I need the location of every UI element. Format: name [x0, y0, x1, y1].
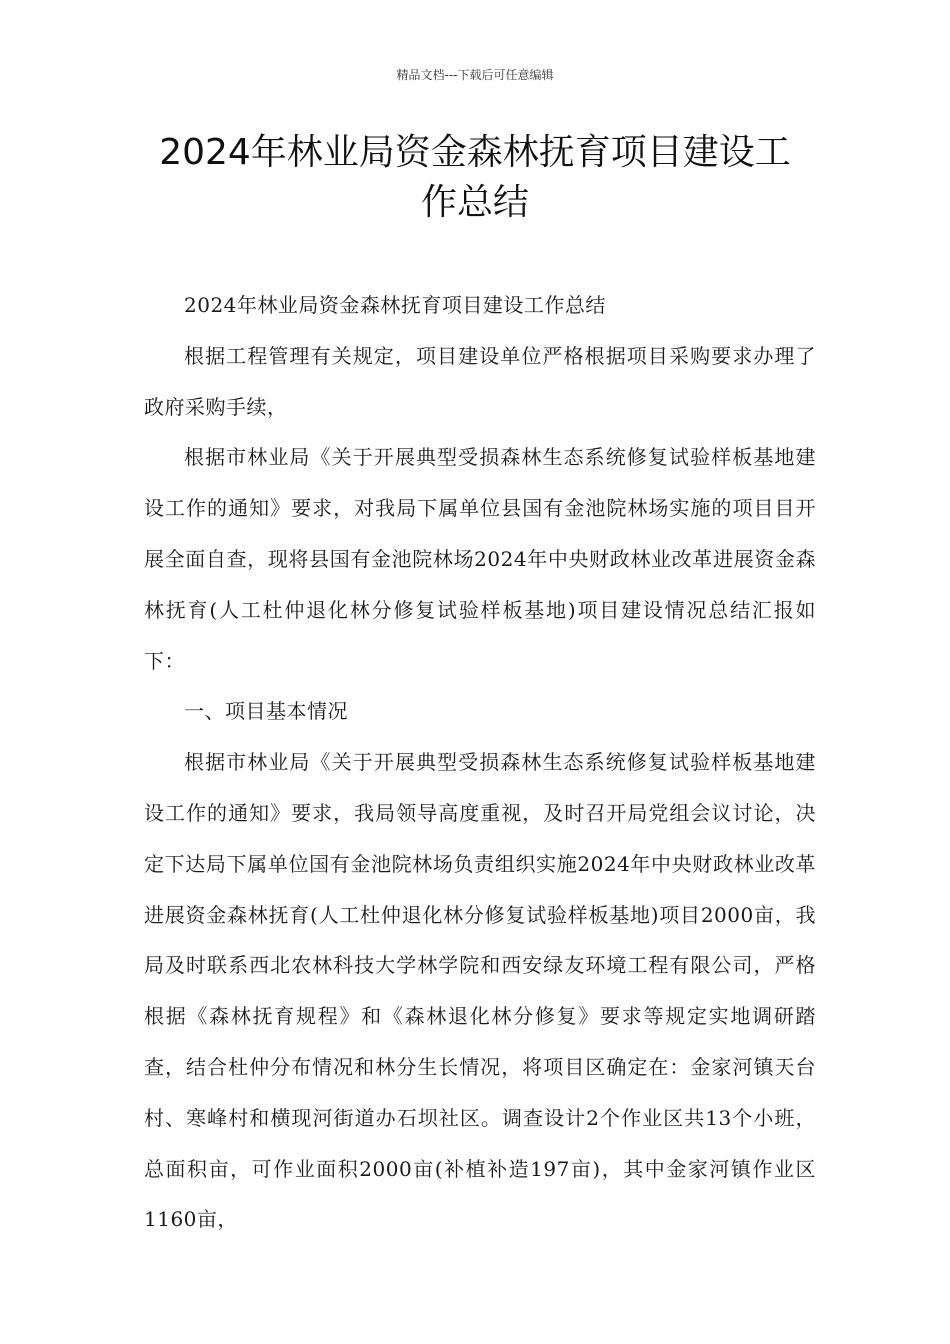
title-line-1: 2024年林业局资金森林抚育项目建设工 — [159, 132, 791, 173]
document-body — [144, 280, 816, 1245]
title-line-2: 作总结 — [420, 182, 529, 223]
header-note: 精品文档---下载后可任意编辑 — [396, 68, 554, 82]
body-paragraph: 根据工程管理有关规定，项目建设单位严格根据项目采购要求办理了政府采购手续， — [144, 343, 816, 419]
body-paragraph: 根据市林业局《关于开展典型受损森林生态系统修复试验样板基地建设工作的通知》要求，我局领导高度重视，及时召开局党组会议讨论，决定下达局下属单位国有金池院林场负责组织实施2024年中央财政林业改革进展资金森林抚育(人工杜仲退化林分修复试验样板基地)项目2000亩，我局及时联系西北农林科技大学林学院和西安绿友环境工程有限公司，严格根据《森林抚育规程》和《森林退化林分修复》要求等规定实地调研踏查，结合杜仲分布情况和林分生长情况，将项目区确定在：金家河镇天台村、寒峰村和横现河街道办石坝社区。调查设计2个作业区共13个小班，总面积亩，可作业面积2000亩(补植补造197亩)，其中金家河镇作业区1160亩， — [144, 750, 816, 1232]
body-paragraph: 2024年林业局资金森林抚育项目建设工作总结 — [184, 293, 606, 317]
section-heading: 一、项目基本情况 — [184, 699, 348, 724]
document-title — [120, 128, 830, 228]
body-paragraph: 根据市林业局《关于开展典型受损森林生态系统修复试验样板基地建设工作的通知》要求，对我局下属单位县国有金池院林场实施的项目目开展全面自查，现将县国有金池院林场2024年中央财政林业改革进展资金森林抚育(人工杜仲退化林分修复试验样板基地)项目建设情况总结汇报如下： — [144, 445, 816, 673]
